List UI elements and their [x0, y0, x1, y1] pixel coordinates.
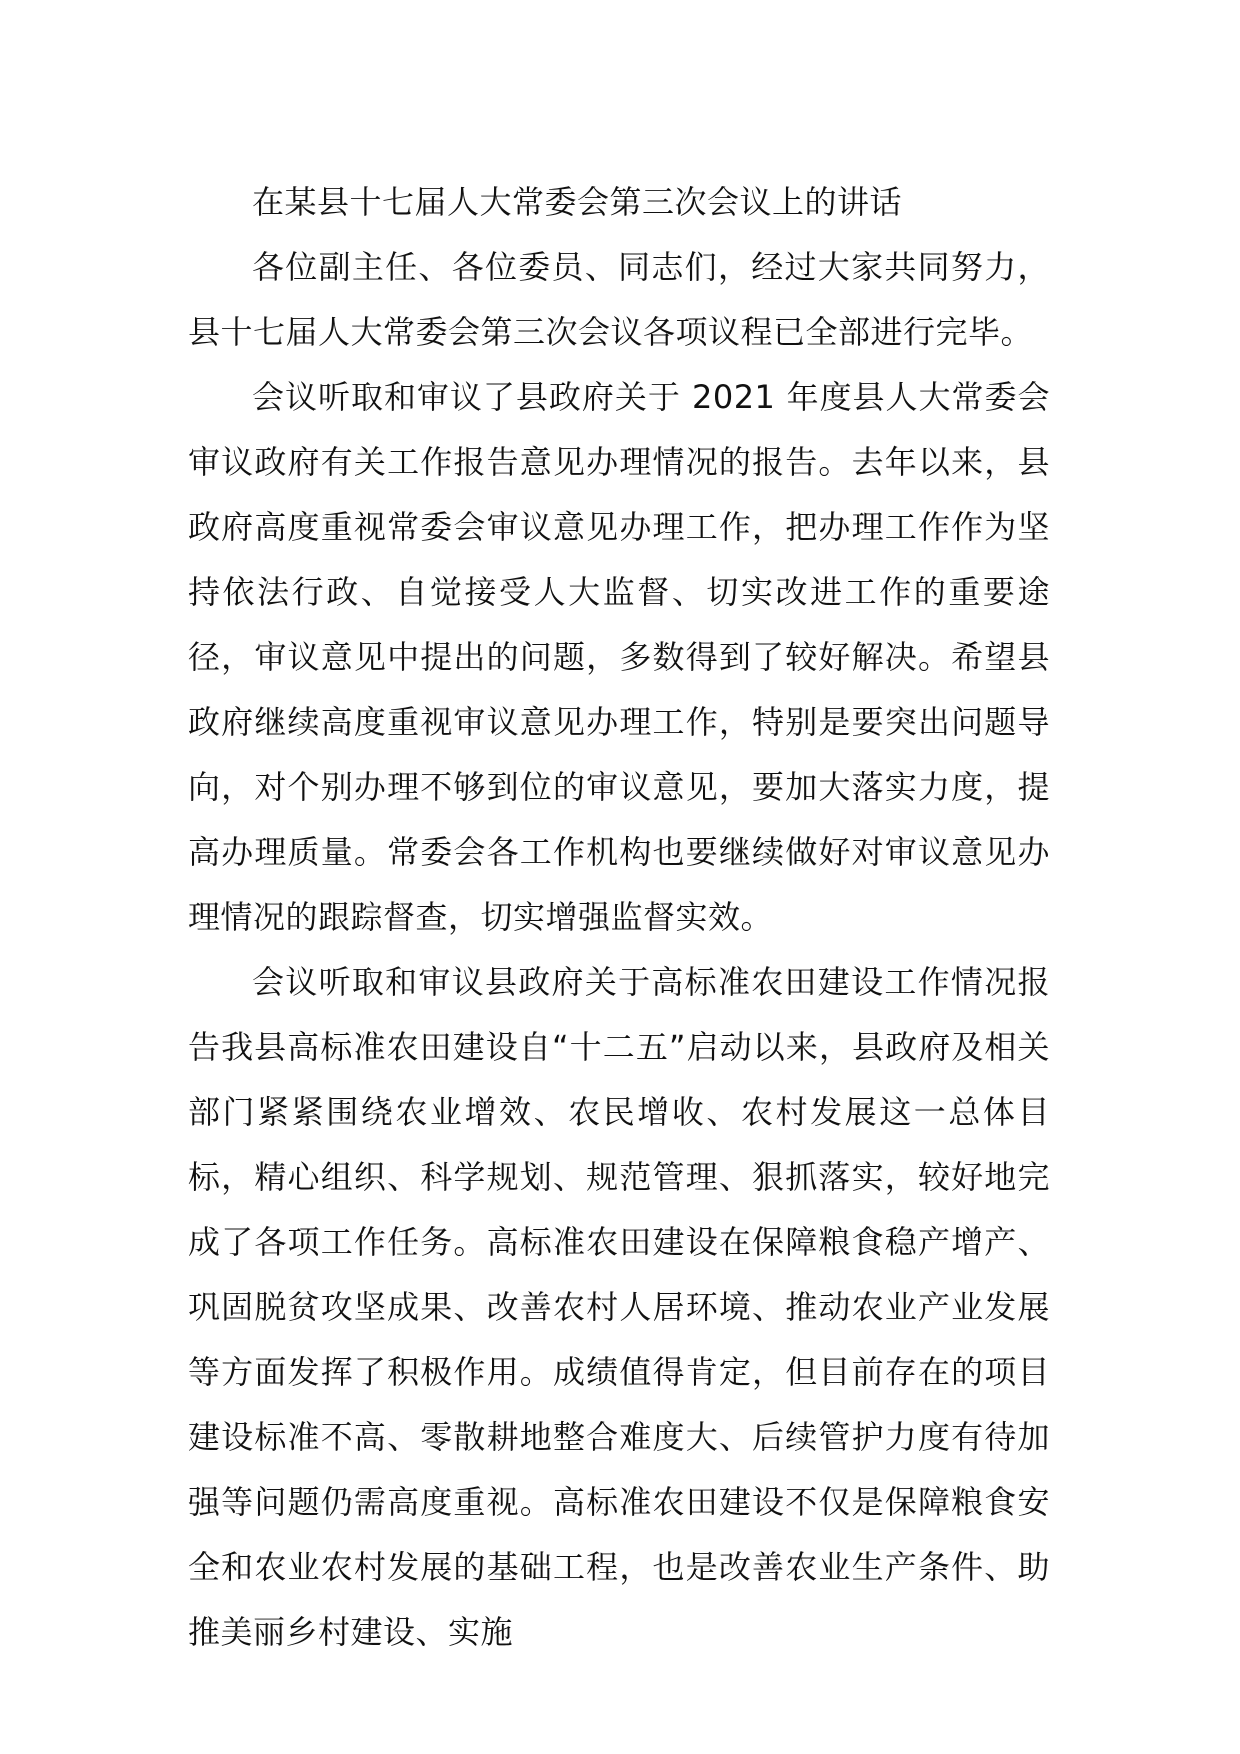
paragraph-opening: 各位副主任、各位委员、同志们，经过大家共同努力，县十七届人大常委会第三次会议各项议程已全部进行完毕。	[188, 248, 1050, 351]
document-title: 在某县十七届人大常委会第三次会议上的讲话	[252, 183, 903, 221]
paragraph-review-opinions: 会议听取和审议了县政府关于 2021 年度县人大常委会审议政府有关工作报告意见办理情况的报告。去年以来，县政府高度重视常委会审议意见办理工作，把办理工作作为坚持依法行政、自觉接受人大监督、切实改进工作的重要途径，审议意见中提出的问题，多数得到了较好解决。希望县政府继续高度重视审议意见办理工作，特别是要突出问题导向，对个别办理不够到位的审议意见，要加大落实力度，提高办理质量。常委会各工作机构也要继续做好对审议意见办理情况的跟踪督查，切实增强监督实效。	[188, 378, 1050, 936]
document-body	[188, 170, 1050, 1665]
paragraph-farmland-construction: 会议听取和审议县政府关于高标准农田建设工作情况报告我县高标准农田建设自“十二五”启动以来，县政府及相关部门紧紧围绕农业增效、农民增收、农村发展这一总体目标，精心组织、科学规划、规范管理、狠抓落实，较好地完成了各项工作任务。高标准农田建设在保障粮食稳产增产、巩固脱贫攻坚成果、改善农村人居环境、推动农业产业发展等方面发挥了积极作用。成绩值得肯定，但目前存在的项目建设标准不高、零散耕地整合难度大、后续管护力度有待加强等问题仍需高度重视。高标准农田建设不仅是保障粮食安全和农业农村发展的基础工程，也是改善农业生产条件、助推美丽乡村建设、实施	[188, 963, 1050, 1651]
